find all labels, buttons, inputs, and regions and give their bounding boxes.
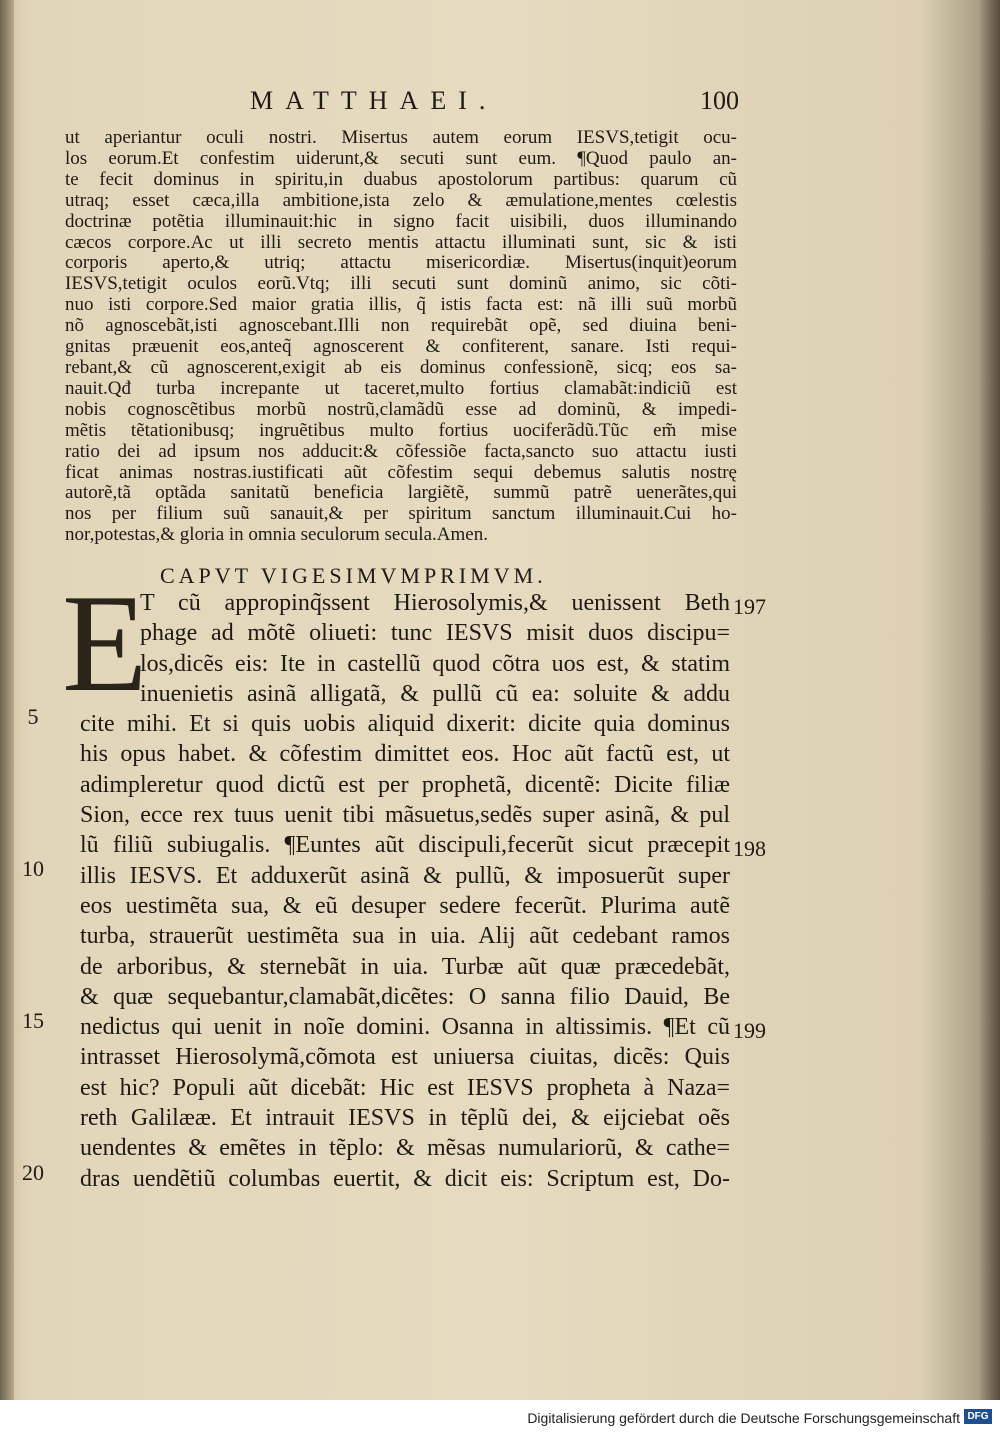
commentary-line: corporis aperto,& utriq; attactu misericordiæ. Misertus(inquit)eorum [65,253,737,274]
commentary-line: rebant,& cũ agnoscerent,exigit ab eis dominus confessionẽ, sicq; eos sa- [65,357,737,378]
gospel-line: lũ filiũ subiugalis. ¶Euntes aũt discipuli,fecerũt sicut præcepit [80,832,730,859]
margin-reference: 199 [733,1018,766,1043]
commentary-line: te fecit dominus in spiritu,in duabus apostolorum partibus: quarum cũ [65,169,737,190]
gospel-line: est hic? Populi aũt dicebãt: Hic est IESVS propheta à Naza= [80,1074,730,1101]
commentary-line: utraq; esset cæca,illa ambitione,ista zelo & æmulatione,mentes cœlestis [65,190,737,211]
line-number: 5 [27,704,39,729]
gospel-line: intrasset Hierosolymã,cõmota est uniuersa ciuitas, dicẽs: Quis [80,1044,730,1071]
gospel-line: T cũ appropinq̃ssent Hierosolymis,& uenissent Beth [140,590,730,616]
gospel-line: & quæ sequebantur,clamabãt,dicẽtes: O sanna filio Dauid, Be [80,983,730,1010]
commentary-line: nor,potestas,& gloria in omnia seculorum secula.Amen. [65,525,488,546]
gospel-line: cite mihi. Et si quis uobis aliquid dixerit: dicite quia dominus [80,711,730,738]
gospel-line: turba, strauerũt uestimẽta sua in uia. Alij aũt cedebant ramos [80,923,730,950]
commentary-line: nuo isti corpore.Sed maior gratia illis, q̃ istis facta est: nã illi suũ morbũ [65,295,737,316]
commentary-line: ut aperiantur oculi nostri. Misertus autem eorum IESVS,tetigit ocu- [65,128,737,148]
line-number: 15 [22,1008,44,1033]
gospel-line: eos uestimẽta sua, & eũ desuper sedere fecerũt. Plurima autẽ [80,892,730,919]
dfg-logo: DFG [964,1409,992,1424]
line-number: 20 [22,1160,44,1185]
gospel-line: his opus habet. & cõfestim dimittet eos. Hoc aũt factũ est, ut [80,741,730,768]
commentary-line: nos per filium suũ sanauit,& per spiritum sanctum illuminauit.Cui ho- [65,504,737,525]
gospel-line: nedictus qui uenit in noĩe domini. Osanna in altissimis. ¶Et cũ [80,1014,730,1041]
commentary-line: doctrinæ potẽtia illuminauit:hic in signo facit uisibili, duos illuminando [65,211,737,232]
gospel-line: illis IESVS. Et adduxerũt asinã & pullũ, & imposuerũt super [80,862,730,889]
commentary-line: los eorum.Et confestim uiderunt,& secuti sunt eum. ¶Quod paulo an- [65,148,737,169]
gospel-line: phage ad mõtẽ oliueti: tunc IESVS misit duos discipu= [140,620,730,647]
page-edge-shadow [978,0,1000,1400]
commentary-line: gnitas præuenit eos,anteq̃ agnoscerent & confiterent, sanare. Isti requi- [65,337,737,358]
commentary-line: cæcos corpore.Ac ut illi secreto mentis attactu illuminati sunt, sic & isti [65,232,737,253]
running-head: MATTHAEI. [250,86,498,115]
commentary-line: mẽtis tẽtationibusq; ingruẽtibus multo fortius uociferãdũ.Tũc em̃ mise [65,420,737,441]
commentary-line: nõ agnoscebãt,isti agnoscebant.Illi non requirebãt opẽ, sed diuina beni- [65,316,737,337]
commentary-block [65,128,737,546]
commentary-line: nobis cognoscẽtibus morbũ nostrũ,clamãdũ esse ad dominũ, & impedi- [65,399,737,420]
gospel-line: dras uendẽtiũ columbas euertit, & dicit eis: Scriptum est, Do- [80,1165,730,1192]
gospel-line: reth Galilææ. Et intrauit IESVS in tẽplũ dei, & eijciebat oẽs [80,1105,730,1132]
line-number: 10 [22,856,44,881]
drop-cap-initial: E [62,566,148,721]
gospel-line: adimpleretur quod dictũ est per prophetã, dicentẽ: Dicite filiæ [80,771,730,798]
margin-reference: 197 [733,594,766,619]
commentary-line: ratio dei ad ipsum nos adducit:& cõfessiõe facta,sancto suo attactu iusti [65,441,737,462]
gospel-text-block [80,588,730,1194]
gospel-line: de arboribus, & sternebãt in uia. Turbæ aũt quæ præcedebãt, [80,953,730,980]
gospel-line: los,dicẽs eis: Ite in castellũ quod cõtra uos est, & statim [140,650,730,677]
page-number: 100 [700,86,739,115]
commentary-line: IESVS,tetigit oculos eorũ.Vtq; illi secuti sunt dominũ animo, sic cõti- [65,274,737,295]
book-gutter [0,0,14,1400]
gospel-line: inuenietis asinã alligatã, & pullũ cũ ea: soluite & addu [140,680,730,707]
gospel-line: uendentes & emẽtes in tẽplo: & mẽsas numulariorũ, & cathe= [80,1135,730,1162]
margin-reference: 198 [733,836,766,861]
commentary-line: ficat animas nostras.iustificati aũt cõfestim sequi debemus salutis nostrę [65,462,737,483]
chapter-title: CAPVT VIGESIMVMPRIMVM. [160,563,547,588]
gospel-line: Sion, ecce rex tuus uenit tibi mãsuetus,sedẽs super asinã, & pul [80,802,730,829]
commentary-line: nauit.Qđ turba increpante ut taceret,multo fortius clamabãt:indiciũ est [65,378,737,399]
commentary-line: autorẽ,tã optãda sanitatũ beneficia largiẽtẽ, summũ patrẽ uenerãtes,qui [65,483,737,504]
funding-credit: Digitalisierung gefördert durch die Deutsche Forschungsgemeinschaft [527,1410,960,1426]
